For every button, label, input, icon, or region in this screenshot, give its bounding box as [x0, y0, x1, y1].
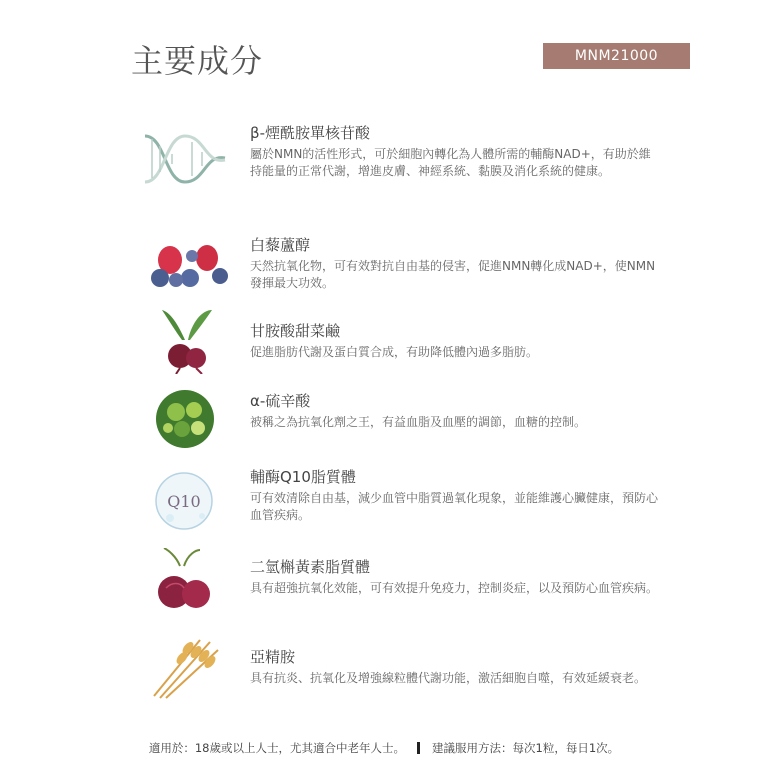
wheat-icon — [140, 636, 230, 706]
svg-text:Q10: Q10 — [167, 492, 201, 511]
ingredient-description: 可有效清除自由基，減少血管中脂質過氧化現象，並能維護心臟健康，預防心血管疾病。 — [250, 491, 659, 522]
red-onions-icon — [140, 548, 230, 618]
ingredient-name: 亞精胺 — [250, 648, 296, 666]
berries-icon — [140, 236, 230, 306]
ingredient-name: 二氫槲黃素脂質體 — [250, 558, 371, 576]
green-vegetables-icon — [140, 384, 230, 454]
ingredient-name: 輔酶Q10脂質體 — [250, 468, 356, 486]
ingredient-description: 天然抗氧化物，可有效對抗自由基的侵害，促進NMN轉化成NAD+，使NMN發揮最大功效。 — [250, 259, 656, 290]
ingredient-name: 甘胺酸甜菜鹼 — [250, 322, 341, 340]
ingredient-name: β-煙酰胺單核苷酸 — [250, 124, 370, 142]
ingredient-item — [140, 468, 660, 558]
footer — [0, 740, 768, 756]
dosage-text: 建議服用方法：每次1粒，每日1次。 — [432, 741, 620, 755]
ingredient-description: 具有超強抗氧化效能，可有效提升免疫力，控制炎症，以及預防心血管疾病。 — [250, 581, 659, 595]
ingredient-item — [140, 124, 660, 214]
ingredient-description: 被稱之為抗氧化劑之王，有益血脂及血壓的調節，血糖的控制。 — [250, 415, 587, 429]
q10-bubble-icon — [140, 468, 230, 538]
usage-text: 適用於：18歲或以上人士，尤其適合中老年人士。 — [148, 741, 405, 755]
ingredient-item — [140, 558, 660, 648]
separator — [417, 742, 420, 754]
ingredient-name: 白藜蘆醇 — [250, 236, 311, 254]
ingredient-description: 屬於NMN的活性形式，可於細胞內轉化為人體所需的輔酶NAD+，有助於維持能量的正常代謝，增進皮膚、神經系統、黏膜及消化系統的健康。 — [250, 147, 651, 178]
page-title: 主要成分 — [131, 42, 264, 80]
dna-helix-icon — [140, 124, 230, 194]
ingredient-description: 促進脂肪代謝及蛋白質合成，有助降低體內過多脂肪。 — [250, 345, 539, 359]
product-code-badge: MNM21000 — [543, 43, 690, 69]
ingredient-item — [140, 648, 660, 738]
beetroot-icon — [140, 304, 230, 374]
ingredient-description: 具有抗炎、抗氧化及增強線粒體代謝功能，激活細胞自噬，有效延緩衰老。 — [250, 671, 647, 685]
ingredient-name: α-硫辛酸 — [250, 392, 311, 410]
